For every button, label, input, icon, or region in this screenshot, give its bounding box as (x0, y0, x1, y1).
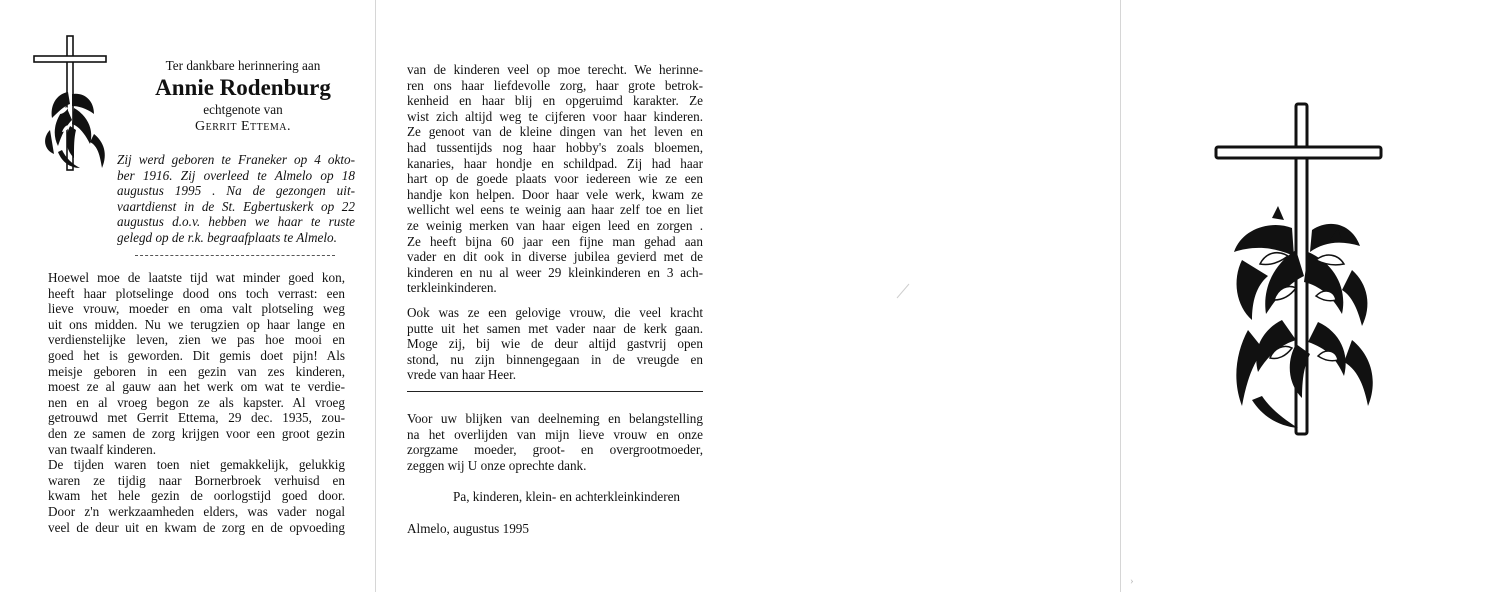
text-line: den ze samen de zorg krijgen voor een groot gezin (48, 425, 345, 441)
text-line: Ze genoot van de kleine dingen van het leven en (407, 124, 703, 140)
life-details (117, 152, 355, 246)
text-line: kanaries, haar hondje en schildpad. Zij had haar (407, 155, 703, 171)
text-line: hart op de goede plaats voor iedereen wie ze een (407, 171, 703, 187)
details-line: augustus 1995 . Na de gezongen uit- (117, 183, 355, 199)
card-panel-cover (1120, 0, 1500, 592)
cross-with-lily-icon (1212, 100, 1387, 440)
text-line: nen en al vroeg begon ze als kapster. Al vroeg (48, 394, 345, 410)
text-line: stond, nu zijn binnengegaan in de vreugde en (407, 351, 703, 367)
text-line: lieve vrouw, moeder en oma valt plotseling weg (48, 301, 345, 317)
text-line: had tussentijds nog haar hobby's zoals bloemen, (407, 139, 703, 155)
text-line: meisje geboren in een gezin van zes kinderen, (48, 363, 345, 379)
text-line: zorgzame moeder, groot- en overgrootmoeder, (407, 442, 703, 458)
divider (135, 255, 335, 256)
text-line: ze weinig merken van haar eigen leed en zorgen . (407, 217, 703, 233)
text-line: handje kon helpen. Door haar vele werk, kwam ze (407, 186, 703, 202)
details-line: vaartdienst in de St. Egbertuskerk op 22 (117, 198, 355, 214)
text-line: kwam het hele gezin de oorlogstijd goed door. (48, 488, 345, 504)
dedication-intro: Ter dankbare herinnering aan (165, 58, 321, 73)
text-line: wellicht wel eens te weinig aan haar zelf toe en liet (407, 202, 703, 218)
text-line: Door z'n werkzaamheden elders, was vader nogal (48, 503, 345, 519)
text-line: van twaalf kinderen. (48, 441, 157, 457)
text-line: vrede van haar Heer. (407, 367, 517, 383)
paper-crease-mark: › (1130, 575, 1134, 587)
details-line: gelegd op de r.k. begraafplaats te Almelo. (117, 229, 337, 245)
text-line: kenheid en haar blij en opgeruimd karakter. Ze (407, 93, 703, 109)
details-line: augustus d.o.v. hebben we haar te ruste (117, 214, 355, 230)
text-line: getrouwd met Gerrit Ettema, 29 dec. 1935, zou- (48, 410, 345, 426)
signature: Pa, kinderen, klein- en achterkleinkinderen (453, 489, 681, 504)
biography-part-2 (407, 62, 703, 296)
text-line: wist zich altijd weg te cijferen voor haar kinderen. (407, 108, 703, 124)
divider (407, 391, 703, 392)
text-line: Ook was ze een gelovige vrouw, die veel kracht (407, 305, 703, 320)
text-line: na het overlijden van mijn lieve vrouw en onze (407, 426, 703, 442)
deceased-name: Annie Rodenburg (155, 75, 331, 100)
thanks-paragraph (407, 411, 703, 473)
text-line: goed het is geworden. Dit gemis doet pijn! Als (48, 347, 345, 363)
text-line: Voor uw blijken van deelneming en belangstelling (407, 411, 703, 426)
place-date: Almelo, augustus 1995 (407, 521, 529, 536)
spouse-intro: echtgenote van (203, 102, 283, 117)
text-line: terkleinkinderen. (407, 280, 497, 296)
spouse-name: Gerrit Ettema. (195, 119, 291, 134)
card-panel-blank (755, 0, 1120, 592)
text-line: moest ze al gauw aan het werk om wat te verdie- (48, 379, 345, 395)
card-panel-front-text (0, 0, 375, 592)
biography-part-1 (48, 270, 345, 535)
text-line: van de kinderen veel op moe terecht. We herinne- (407, 62, 703, 77)
paper-crease-mark (895, 280, 915, 300)
text-line: putte uit het samen met vader naar de kerk gaan. (407, 320, 703, 336)
text-line: waren ze tijdig naar Bornerbroek verhuisd en (48, 472, 345, 488)
text-line: ren ons haar liefdevolle zorg, haar grote betrok- (407, 77, 703, 93)
text-line: verdienstelijke leven, zien we pas hoe mooi en (48, 332, 345, 348)
text-line: veel de deur uit en kwam de zorg en de opvoeding (48, 519, 345, 535)
text-line: uit ons midden. Nu we terugzien op haar lange en (48, 316, 345, 332)
text-line: heeft haar plotselinge dood ons toch verrast: een (48, 285, 345, 301)
text-line: vader en dit ook in diverse jubilea gevierd met de (407, 249, 703, 265)
text-line: kinderen en nu al weer 29 kleinkinderen en 3 ach- (407, 264, 703, 280)
details-line: Zij werd geboren te Franeker op 4 okto- (117, 152, 355, 167)
card-panel-inner-text (375, 0, 755, 592)
text-line: De tijden waren toen niet gemakkelijk, gelukkig (48, 457, 345, 473)
text-line: Hoewel moe de laatste tijd wat minder goed kon, (48, 270, 345, 285)
text-line: zeggen wij U onze oprechte dank. (407, 457, 587, 473)
faith-paragraph (407, 305, 703, 383)
cross-with-lily-icon (28, 34, 116, 176)
details-line: ber 1916. Zij overleed te Almelo op 18 (117, 167, 355, 183)
text-line: Moge zij, bij wie de deur altijd gastvrij open (407, 336, 703, 352)
text-line: Ze heeft bijna 60 jaar een fijne man gehad aan (407, 233, 703, 249)
